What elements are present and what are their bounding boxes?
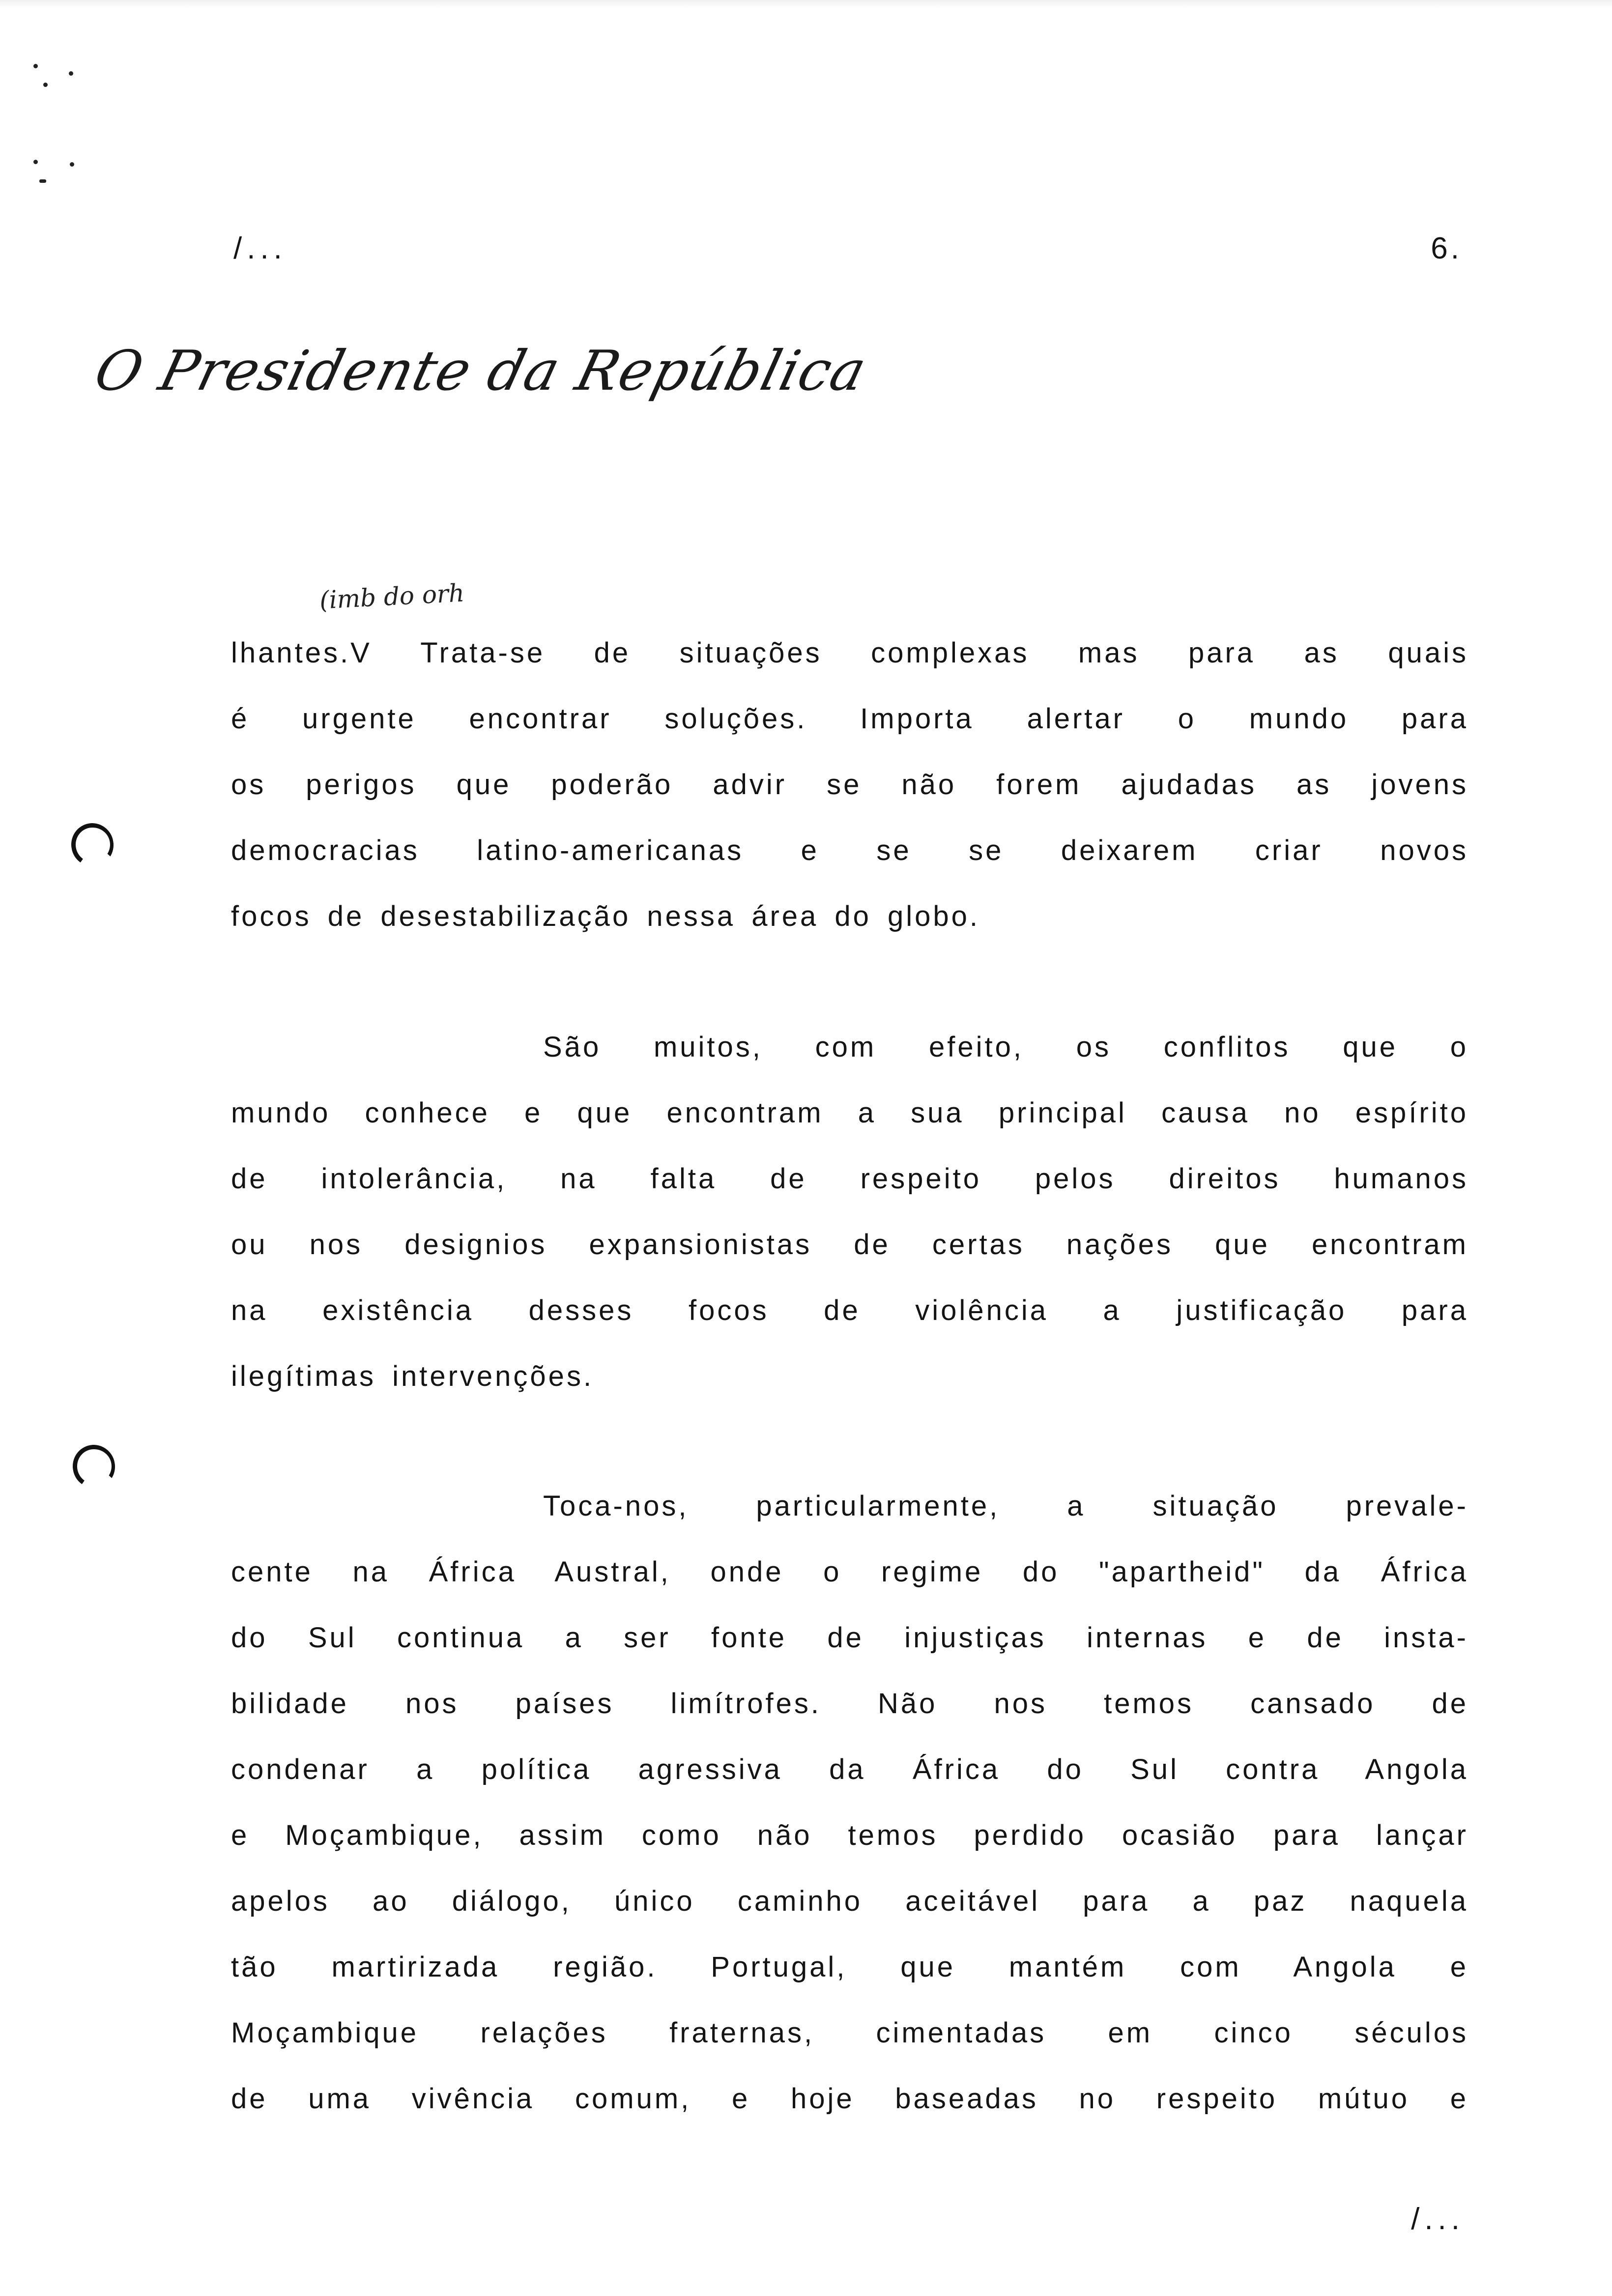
text-line: São muitos, com efeito, os conflitos que o: [543, 1031, 1468, 1063]
scan-speck: [70, 162, 74, 167]
text-line: tão martirizada região. Portugal, que mantém com Angola e: [231, 1951, 1468, 1983]
text-line: de uma vivência comum, e hoje baseadas no respeito mútuo e: [231, 2083, 1468, 2115]
text-line: focos de desestabilização nessa área do globo.: [231, 900, 980, 932]
handwritten-annotation: (imb do orh: [318, 578, 465, 615]
page-number: 6.: [1431, 231, 1462, 265]
scan-speck: [69, 71, 73, 76]
text-line: apelos ao diálogo, único caminho aceitável para a paz naquela: [231, 1885, 1468, 1917]
text-line: lhantes.V Trata-se de situações complexas mas para as quais: [231, 637, 1468, 669]
scan-speck: [33, 64, 38, 68]
paragraph-1: [231, 620, 1468, 949]
text-line: ou nos designios expansionistas de certas nações que encontram: [231, 1229, 1468, 1261]
continuation-mark-bottom: /...: [1411, 2202, 1465, 2236]
text-line: os perigos que poderão advir se não forem ajudadas as jovens: [231, 769, 1468, 801]
scan-speck: [39, 179, 46, 183]
text-line: mundo conhece e que encontram a sua principal causa no espírito: [231, 1097, 1468, 1129]
paragraph-2: [231, 1014, 1468, 1409]
margin-bracket-mark: [69, 1441, 118, 1492]
scan-edge: [0, 0, 1612, 9]
paragraph-3: [231, 1473, 1468, 2132]
continuation-mark-top: /...: [233, 231, 287, 265]
text-line: Toca-nos, particularmente, a situação prevale-: [543, 1490, 1468, 1522]
text-line: bilidade nos países limítrofes. Não nos temos cansado de: [231, 1688, 1468, 1720]
text-line: democracias latino-americanas e se se deixarem criar novos: [231, 834, 1468, 866]
letterhead-title: O Presidente da República: [88, 339, 873, 403]
text-line: de intolerância, na falta de respeito pelos direitos humanos: [231, 1163, 1468, 1195]
text-line: cente na África Austral, onde o regime do "apartheid" da África: [231, 1556, 1468, 1588]
text-line: é urgente encontrar soluções. Importa alertar o mundo para: [231, 703, 1468, 735]
text-line: na existência desses focos de violência a justificação para: [231, 1294, 1468, 1326]
text-line: do Sul continua a ser fonte de injustiças internas e de insta-: [231, 1622, 1468, 1654]
scan-speck: [43, 83, 48, 87]
scan-speck: [33, 160, 38, 164]
text-line: Moçambique relações fraternas, cimentadas em cinco séculos: [231, 2017, 1468, 2049]
margin-bracket-mark: [68, 820, 117, 870]
text-line: condenar a política agressiva da África do Sul contra Angola: [231, 1753, 1468, 1785]
text-line: e Moçambique, assim como não temos perdido ocasião para lançar: [231, 1819, 1468, 1851]
text-line: ilegítimas intervenções.: [231, 1360, 594, 1392]
